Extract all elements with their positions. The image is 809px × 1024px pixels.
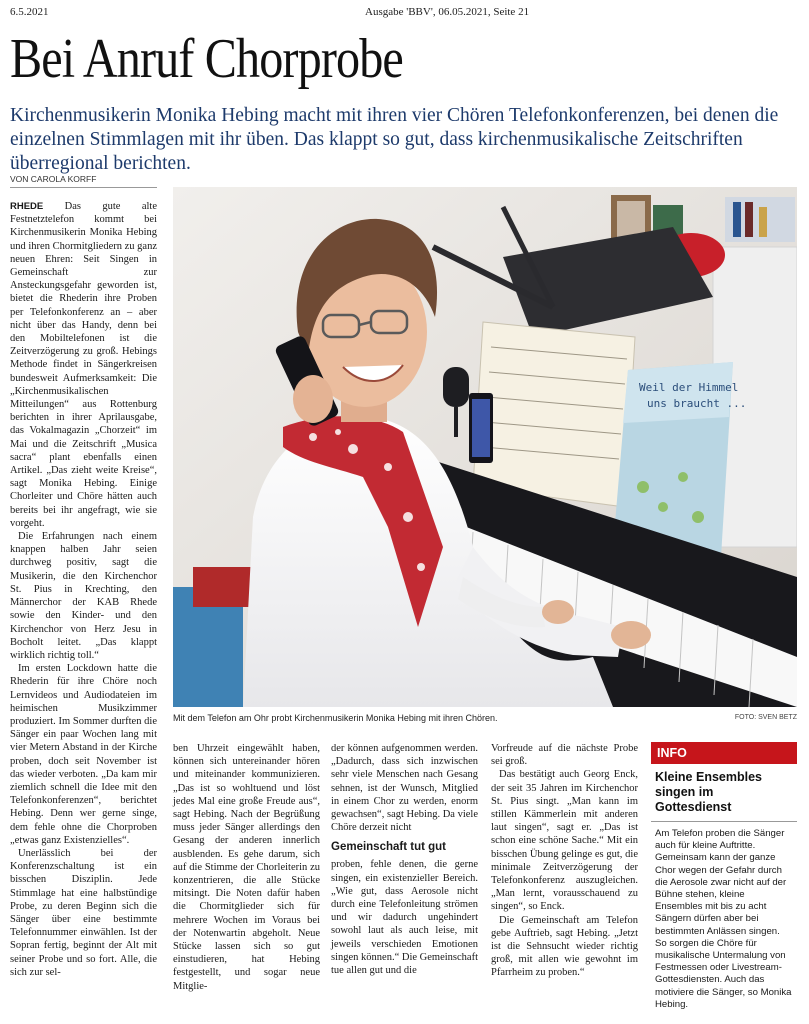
- paragraph: Das bestätigt auch Georg Enck, der seit 35 Jahren im Kirchenchor St. Pius singt. „Man kann im stillen Kämmerlein mit anderen laut singen“, sagt er. „Das ist schon eine schöne Sache.“ Mit ein bisschen Übung gelinge es gut, die minimale Zeitverzögerung der Telefonkonferenz auszugleichen. „Man lernt, vorausschauend zu singen“, so Enck.: [491, 769, 638, 913]
- photo-caption: [173, 713, 797, 723]
- article-photo: [173, 187, 797, 707]
- article-headline: Bei Anruf Chorprobe: [10, 28, 403, 90]
- article-subhead: Kirchenmusikerin Monika Hebing macht mit ihren vier Chören Telefonkonferenzen, bei denen die einzelnen Stimmlagen mit ihr üben. Das klappt so gut, dass kirchenmusikalische Zeitschriften überregional berichten.: [10, 105, 779, 174]
- paragraph: Unerlässlich bei der Konferenzschaltung ist ein bisschen Disziplin. Jede Stimmlage hat eine halbstündige Probe, zu deren Beginn sich die Sänger über eine bestimmte Telefonnummer einwählen. Ist der Sopran fertig, beginnt der Alt mit seiner Probe und so fort. Alle, die sich zur sel-: [10, 847, 157, 978]
- text-column-1: [10, 200, 157, 1020]
- dateline: RHEDE: [10, 201, 44, 212]
- page-header: [10, 6, 799, 20]
- book-title-line1: Weil der Himmel: [639, 381, 739, 394]
- paragraph: RHEDE Das gute alte Festnetztelefon kommt bei Kirchenmusikerin Monika Hebing und ihren Chormitgliedern zu ganz neuen Ehren: Seit Singen in Gemeinschaft zur Ansteckungsgefahr geworden ist, bietet die Rhederin ihre Proben per Telefonkonferenz an – aber nicht über das Handy, denn bei den Mobiltelefonen ist die Zeitverzögerung zu groß. Hebings Methode findet in Sängerkreisen bundesweit Aufmerksamkeit: Die „Kirchenmusikalischen Mitteilungen“ aus Rottenburg berichten in ihrer Aprilausgabe, das Vokalmagazin „Chorzeit“ im Mai und die Zeitschrift „Musica sacra“ plant ebenfalls einen Artikel. „Das zieht weite Kreise“, sagt Monika Hebing. Einige Chorleiter und Chöre hätten auch bereits bei ihr angefragt, wie sie vorgeht.: [10, 201, 157, 529]
- article-byline: VON CAROLA KORFF: [10, 174, 157, 188]
- section-subheading: Gemeinschaft tut gut: [331, 841, 447, 854]
- edition-info: Ausgabe 'BBV', 06.05.2021, Seite 21: [365, 6, 530, 18]
- text-column-4: [491, 742, 638, 980]
- info-body: Am Telefon proben die Sänger auch für kleine Auftritte. Gemeinsam kann der ganze Chor wegen der Gefahr durch die Aerosole zwar nicht auf der Bühne stehen, kleine Ensembles mit bis zu acht Sängern dürfen aber bei bestimmten Anlässen singen. So sorgen die Chöre für musikalische Untermalung von Festmessen oder Livestream-Gottesdiensten. Auch das motiviere die Sänger, so Monika Hebing.: [655, 828, 792, 1010]
- paragraph: der können aufgenommen werden. „Dadurch, dass sich inzwischen sehr viele Menschen nach Gesang sehnen, ist der Wunsch, Mitglied in einem Chor zu werden, enorm gewachsen“, sagt Hebing. Da viele Chöre derzeit nicht: [331, 743, 478, 834]
- book-title-line2: uns braucht ...: [647, 397, 747, 410]
- text-column-3: [331, 742, 478, 977]
- paragraph: ben Uhrzeit eingewählt haben, können sich untereinander hören und miteinander kommunizieren. „Das ist so wohltuend und löst jedes Mal eine große Freude aus“, sagt Hebing. Nach der Begrüßung muss jeder Sänger allerdings den Gesang der anderen innerlich ausblenden. Es gehe darum, sich auf die Stimme der Chorleiterin zu konzentrieren, die alle Stücke mitsingt. Die Noten dafür haben die Chormitglieder sich für mehrere Wochen im Voraus bei der Notenwartin abgeholt. Neue Stücke lassen sich so gut einstudieren, hat Hebing festgestellt, und sogar neue Mitglie-: [173, 743, 320, 992]
- photo-illustration: [173, 187, 797, 707]
- issue-date: 6.5.2021: [10, 6, 49, 18]
- photo-credit: FOTO: SVEN BETZ: [734, 714, 797, 721]
- info-box: [651, 742, 797, 1010]
- info-divider: [651, 821, 797, 822]
- paragraph: proben, fehle denen, die gerne singen, ein existenzieller Bereich. „Wie gut, dass Aerosole nicht durch eine Telefonleitung strömen und wir dadurch ungehindert sowohl laut als auch leise, mit jeweils verschieden Emotionen singen können.“ Die Gemeinschaft tue allen gut und die: [331, 859, 478, 977]
- info-title: Kleine Ensembles singen im Gottesdienst: [655, 770, 762, 814]
- caption-text: Mit dem Telefon am Ohr probt Kirchenmusikerin Monika Hebing mit ihren Chören.: [173, 713, 498, 723]
- paragraph: Die Gemeinschaft am Telefon gebe Auftrieb, sagt Hebing. „Jetzt ist die Sehnsucht wieder richtig groß, mit allen wie gewohnt im Pfarrheim zu proben.“: [491, 914, 638, 979]
- paragraph: Im ersten Lockdown hatte die Rhederin für ihre Chöre noch Lernvideos und Audiodateien im heimischen Musikzimmer produziert. Im Sommer durften die Sänger ein paar Wochen lang mit vier Metern Abstand in der Kirche proben, doch seit November ist das wieder verboten. „Da kam mir ziemlich schnell die Idee mit den Telefonkonferenzen“, berichtet Hebing. Denn wer gerne singe, dem fehle ohne die Chorproben „etwas ganz Existenzielles“.: [10, 663, 157, 846]
- text-column-2: [173, 742, 320, 993]
- paragraph: Vorfreude auf die nächste Probe sei groß.: [491, 743, 638, 768]
- paragraph: Die Erfahrungen nach einem knappen halben Jahr seien durchweg positiv, sagt die Musikerin, die den Kirchenchor St. Pius in Krechting, den Männerchor der KAB Rhede sowie den Kinder- und den Kirchenchor von Herz Jesu in Bocholt leitet. „Das klappt wirklich richtig toll.“: [10, 531, 157, 661]
- info-label: INFO: [651, 742, 797, 764]
